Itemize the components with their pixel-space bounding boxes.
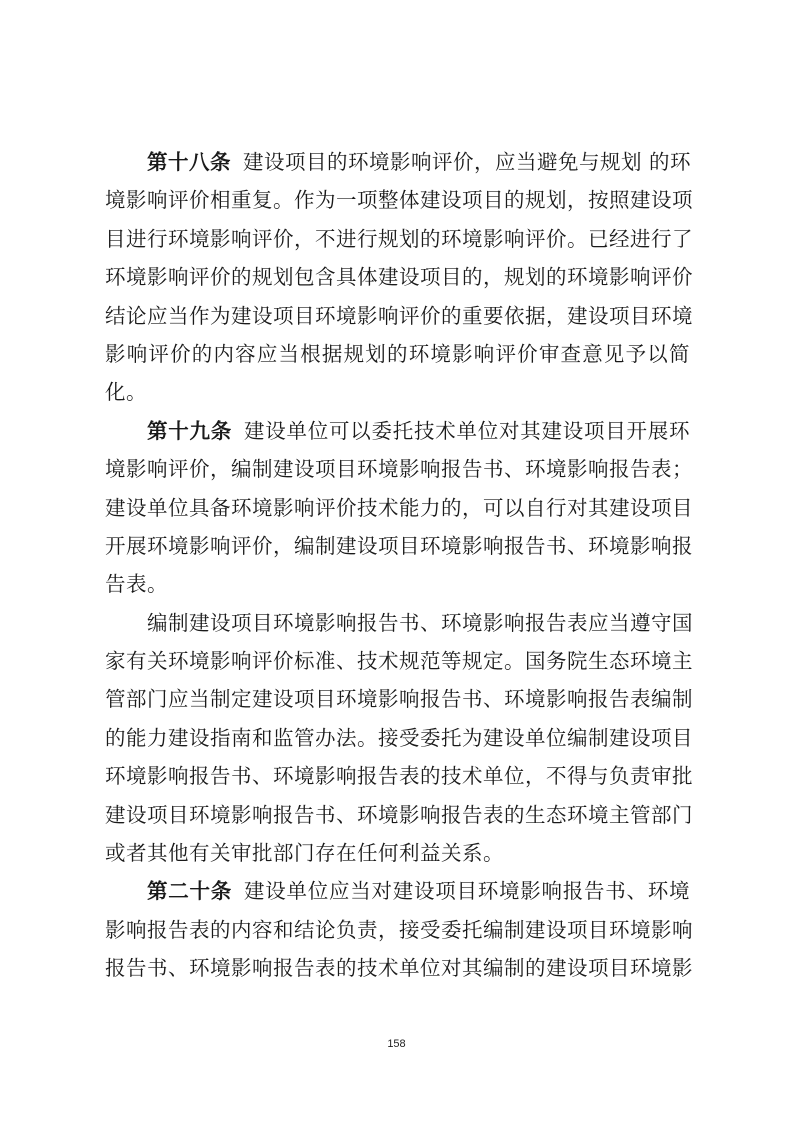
article-20-text: 建设单位应当对建设项目环境影响报告书、环境: [244, 879, 690, 904]
article-19-heading: 第十九条: [147, 418, 232, 443]
article-19-para2-line-2: 家有关环境影响评价标准、技术规范等规定。国务院生态环境主: [105, 649, 693, 674]
article-18-text: 建设项目的环境影响评价，应当避免与规划 的环: [243, 150, 692, 174]
article-18-line-4: 环境影响评价的规划包含具体建设项目的，规划的环境影响评价: [105, 265, 693, 290]
article-19-para2-line-5: 环境影响报告书、环境影响报告表的技术单位，不得与负责审批: [105, 764, 693, 789]
article-19-para2-line-1: 编制建设项目环境影响报告书、环境影响报告表应当遵守国: [147, 610, 693, 635]
article-18-line-6: 影响评价的内容应当根据规划的环境影响评价审查意见予以简: [105, 341, 690, 366]
article-18-heading: 第十八条: [147, 150, 231, 174]
article-19-line-3: 建设单位具备环境影响评价技术能力的，可以自行对其建设项目: [105, 495, 693, 520]
article-18-line-7: 化。: [105, 380, 147, 405]
article-19-line-5: 告表。: [105, 572, 168, 597]
article-20-line-3: 报告书、环境影响报告表的技术单位对其编制的建设项目环境影: [105, 956, 693, 981]
page-number: 158: [387, 1038, 406, 1050]
article-20-line-2: 影响报告表的内容和结论负责，接受委托编制建设项目环境影响: [105, 917, 693, 942]
article-18-line-1: [105, 143, 690, 181]
article-19-para2-line-4: 的能力建设指南和监管办法。接受委托为建设单位编制建设项目: [105, 725, 693, 750]
article-18-line-5: 结论应当作为建设项目环境影响评价的重要依据，建设项目环境: [105, 303, 693, 328]
body-text: [105, 143, 693, 988]
article-20-heading: 第二十条: [147, 879, 232, 904]
article-19-para2-line-7: 或者其他有关审批部门存在任何利益关系。: [105, 841, 504, 866]
article-19-line-1: [105, 412, 690, 450]
article-19-line-4: 开展环境影响评价，编制建设项目环境影响报告书、环境影响报: [105, 533, 693, 558]
article-19-line-2: 境影响评价，编制建设项目环境影响报告书、环境影响报告表；: [105, 457, 693, 482]
article-19-text: 建设单位可以委托技术单位对其建设项目开展环: [244, 418, 690, 443]
article-18-line-3: 目进行环境影响评价，不进行规划的环境影响评价。已经进行了: [105, 226, 693, 251]
article-19-para2-line-6: 建设项目环境影响报告书、环境影响报告表的生态环境主管部门: [105, 802, 693, 827]
article-20-line-1: [105, 872, 690, 910]
article-19-para2-line-3: 管部门应当制定建设项目环境影响报告书、环境影响报告表编制: [105, 687, 693, 712]
article-18-line-2: 境影响评价相重复。作为一项整体建设项目的规划，按照建设项: [105, 188, 693, 213]
